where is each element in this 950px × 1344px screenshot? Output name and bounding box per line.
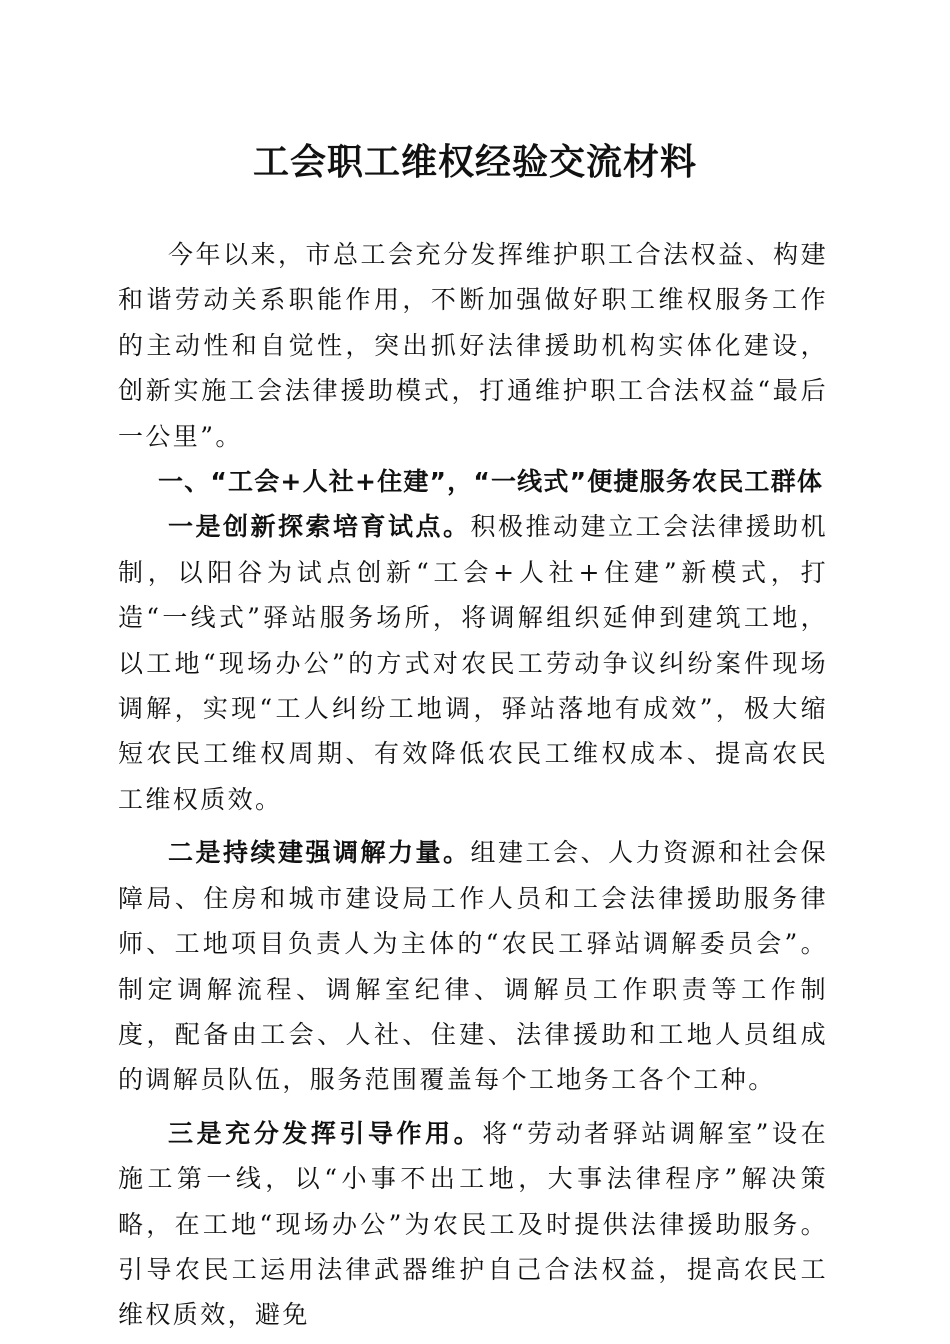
- paragraph-1: [118, 504, 828, 822]
- paragraph-1-lead: 一是创新探索培育试点。: [168, 512, 471, 542]
- section-1-heading: 一、“工会+人社+住建”，“一线式”便捷服务农民工群体: [158, 467, 824, 497]
- paragraph-2-text: 组建工会、人力资源和社会保障局、住房和城市建设局工作人员和工会法律援助服务律师、工地项目负责人为主体的“农民工驿站调解委员会”。制定调解流程、调解室纪律、调解员工作职责等工作制度，配备由工会、人社、住建、法律援助和工地人员组成的调解员队伍，服务范围覆盖每个工地务工各个工种。: [118, 838, 828, 1095]
- document-title: 工会职工维权经验交流材料: [252, 141, 697, 183]
- document-body: [118, 232, 828, 1338]
- paragraph-1-text: 积极推动建立工会法律援助机制，以阳谷为试点创新“工会+人社+住建”新模式，打造“一线式”驿站服务场所，将调解组织延伸到建筑工地，以工地“现场办公”的方式对农民工劳动争议纠纷案件现场调解，实现“工人纠纷工地调，驿站落地有成效”，极大缩短农民工维权周期、有效降低农民工维权成本、提高农民工维权质效。: [118, 512, 828, 814]
- paragraph-3: [118, 1111, 828, 1338]
- paragraph-3-text: 将“劳动者驿站调解室”设在施工第一线，以“小事不出工地，大事法律程序”解决策略，在工地“现场办公”为农民工及时提供法律援助服务。引导农民工运用法律武器维护自己合法权益，提高农民工维权质效，避免: [118, 1118, 828, 1330]
- paragraph-3-lead: 三是充分发挥引导作用。: [168, 1118, 483, 1148]
- intro-paragraph: 今年以来，市总工会充分发挥维护职工合法权益、构建和谐劳动关系职能作用，不断加强做好职工维权服务工作的主动性和自觉性，突出抓好法律援助机构实体化建设，创新实施工会法律援助模式，打通维护职工合法权益“最后一公里”。: [118, 240, 828, 451]
- paragraph-2: [118, 830, 828, 1102]
- paragraph-2-lead: 二是持续建强调解力量。: [168, 838, 471, 868]
